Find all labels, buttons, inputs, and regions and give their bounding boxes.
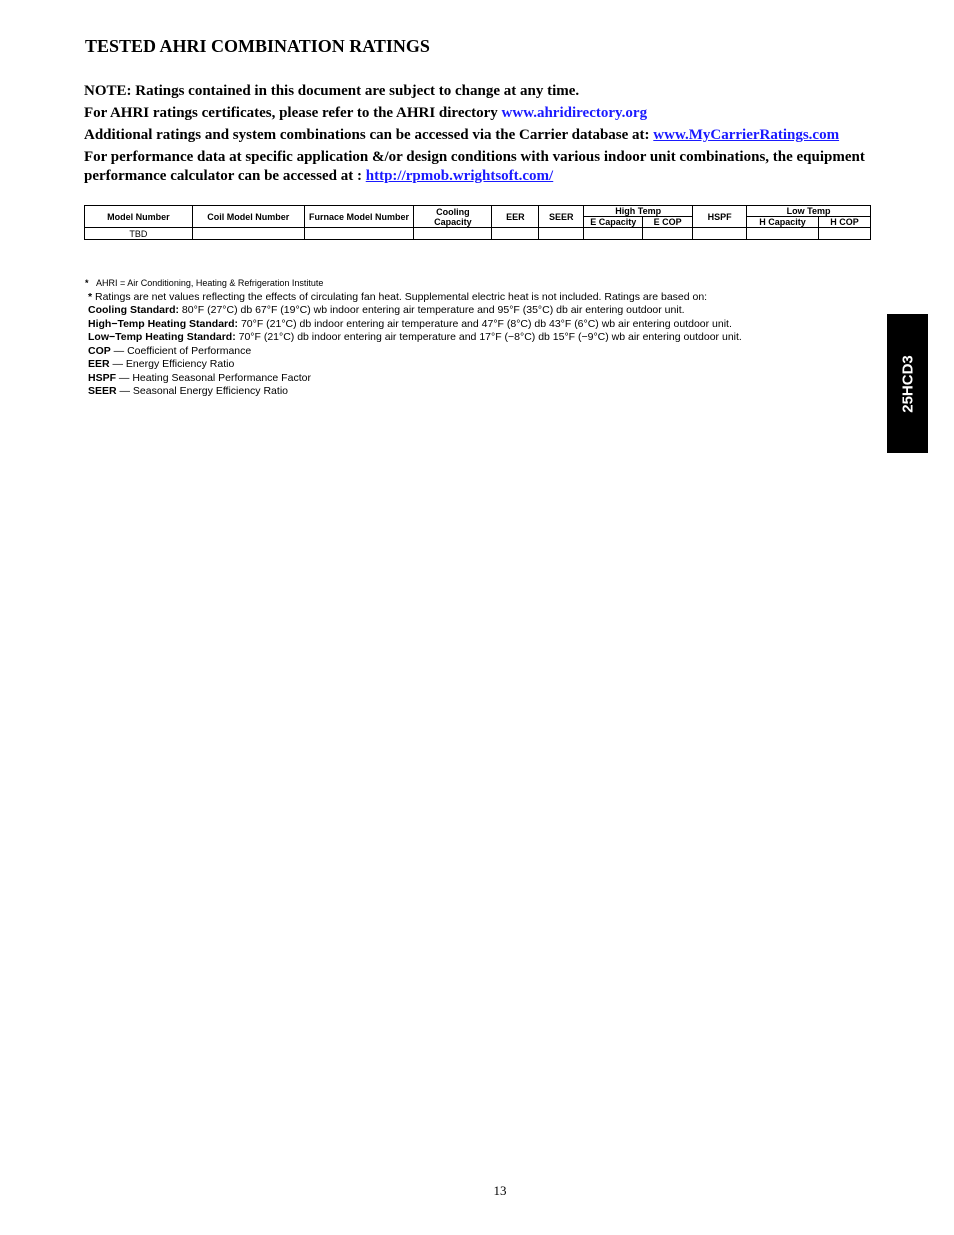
note-ahri-text: For AHRI ratings certificates, please refer to the AHRI directory (84, 105, 502, 121)
cell-h-cop (819, 228, 871, 240)
col-header-h-capacity: H Capacity (747, 217, 819, 228)
footnote-high-temp-standard (85, 318, 865, 332)
col-header-coil-model-number: Coil Model Number (192, 206, 304, 228)
cooling-standard-label: Cooling Standard: (88, 304, 179, 316)
cell-seer (539, 228, 584, 240)
cooling-standard-text: 80°F (27°C) db 67°F (19°C) wb indoor entering air temperature and 95°F (35°C) db air entering outdoor unit. (179, 304, 685, 316)
cell-h-capacity (747, 228, 819, 240)
footnote-ratings-star: * (88, 290, 93, 303)
hspf-text: — Heating Seasonal Performance Factor (116, 371, 311, 384)
col-header-eer: EER (492, 206, 539, 228)
table-row (85, 228, 871, 240)
footnote-ahri-star: * (85, 278, 89, 288)
note-ahri-directory (84, 104, 884, 123)
footnote-cooling-standard (85, 304, 865, 318)
note-calculator-text: For performance data at specific application &/or design conditions with various indoor unit combinations, the equipment performance calculator can be accessed at : (84, 149, 865, 184)
footnote-ahri (85, 277, 865, 291)
col-header-cooling-capacity: Cooling Capacity (414, 206, 492, 228)
col-header-hspf: HSPF (693, 206, 747, 228)
footnote-eer (85, 358, 865, 372)
side-tab-label: 25HCD3 (899, 354, 916, 413)
seer-text: — Seasonal Energy Efficiency Ratio (116, 385, 288, 397)
notes-section (84, 82, 884, 189)
cell-model-number: TBD (85, 228, 193, 240)
page-number: 13 (493, 1183, 507, 1198)
ratings-table (84, 205, 871, 240)
page-title: TESTED AHRI COMBINATION RATINGS (85, 36, 430, 56)
col-header-low-temp: Low Temp (747, 206, 871, 217)
note-change-notice: NOTE: Ratings contained in this document are subject to change at any time. (84, 83, 580, 99)
footnote-hspf (85, 372, 865, 386)
seer-label: SEER (88, 385, 117, 397)
high-temp-standard-label: High−Temp Heating Standard: (88, 317, 239, 330)
note-carrier-text: Additional ratings and system combinations can be accessed via the Carrier database at: (84, 127, 654, 143)
ahri-directory-link[interactable]: www.ahridirectory.org (501, 105, 648, 121)
cell-eer (492, 228, 539, 240)
hspf-label: HSPF (88, 371, 117, 384)
footnote-ahri-text: AHRI = Air Conditioning, Heating & Refrigeration Institute (96, 278, 324, 288)
col-header-furnace-model-number: Furnace Model Number (304, 206, 414, 228)
note-carrier-database (84, 126, 884, 145)
cell-e-cop (643, 228, 693, 240)
cell-e-capacity (584, 228, 643, 240)
col-header-e-capacity: E Capacity (584, 217, 643, 228)
note-performance-calculator (84, 148, 884, 186)
col-header-h-cop: H COP (819, 217, 871, 228)
footnote-low-temp-standard (85, 331, 865, 345)
col-header-e-cop: E COP (643, 217, 693, 228)
col-header-seer: SEER (539, 206, 584, 228)
cell-coil-model-number (192, 228, 304, 240)
footnote-ratings (85, 291, 865, 305)
cop-text: — Coefficient of Performance (110, 344, 252, 357)
col-header-model-number: Model Number (85, 206, 193, 228)
footnote-cop (85, 345, 865, 359)
eer-text: — Energy Efficiency Ratio (109, 358, 235, 370)
high-temp-standard-text: 70°F (21°C) db indoor entering air temperature and 47°F (8°C) db 43°F (6°C) wb air entering outdoor unit. (238, 317, 732, 330)
cell-cooling-capacity (414, 228, 492, 240)
footnotes (85, 277, 865, 399)
side-tab-model (887, 314, 928, 453)
footnote-ratings-text: Ratings are net values reflecting the effects of circulating fan heat. Supplemental electric heat is not included. Ratings are based on: (92, 290, 708, 303)
cell-hspf (693, 228, 747, 240)
cell-furnace-model-number (304, 228, 414, 240)
low-temp-standard-label: Low−Temp Heating Standard: (88, 331, 236, 343)
footnote-seer (85, 385, 865, 399)
low-temp-standard-text: 70°F (21°C) db indoor entering air temperature and 17°F (−8°C) db 15°F (−9°C) wb air entering outdoor unit. (235, 331, 742, 343)
eer-label: EER (88, 358, 110, 370)
wrightsoft-link[interactable]: http://rpmob.wrightsoft.com/ (365, 168, 554, 184)
mycarrierratings-link[interactable]: www.MyCarrierRatings.com (653, 127, 840, 143)
col-header-high-temp: High Temp (584, 206, 693, 217)
cop-label: COP (88, 344, 111, 357)
